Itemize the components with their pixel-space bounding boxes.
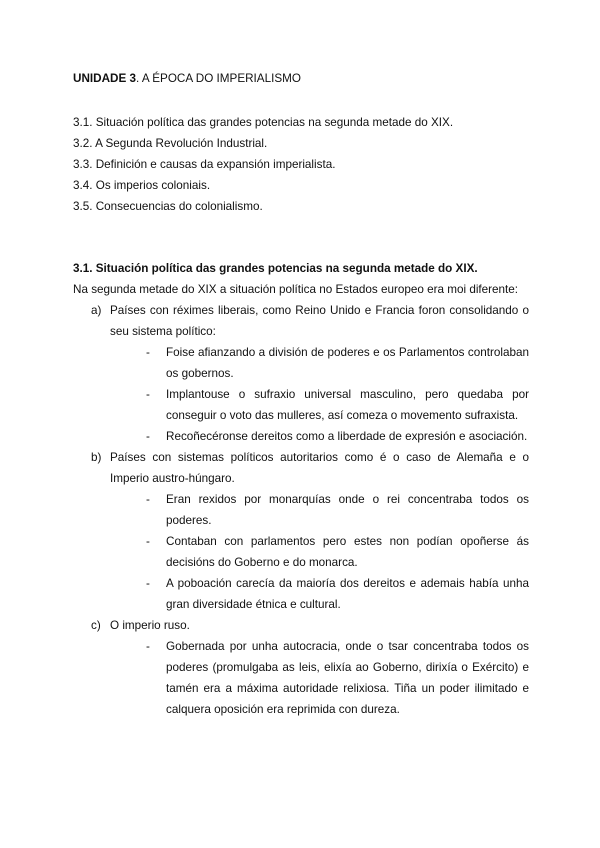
- section-heading: 3.1. Situación política das grandes potencias na segunda metade do XIX.: [73, 262, 478, 275]
- dash-marker: -: [146, 388, 150, 401]
- dash-marker: -: [146, 535, 150, 548]
- list-item: [146, 573, 529, 615]
- section-intro: Na segunda metade do XIX a situación política no Estados europeo era moi diferente:: [73, 283, 519, 296]
- unit-title: [73, 68, 301, 89]
- list-item: [146, 342, 529, 384]
- list-marker: c): [91, 619, 101, 632]
- table-of-contents: [73, 112, 453, 217]
- toc-item: 3.3. Definición e causas da expansión imperialista.: [73, 158, 336, 171]
- section-3-1: [73, 258, 529, 720]
- bullet-list: [110, 636, 529, 720]
- toc-item: 3.5. Consecuencias do colonialismo.: [73, 200, 263, 213]
- bullet-text: Recoñecéronse dereitos como a liberdade de expresión e asociación.: [166, 430, 528, 443]
- toc-item: 3.4. Os imperios coloniais.: [73, 179, 211, 192]
- bullet-text: Foise afianzando a división de poderes e os Parlamentos controlaban os gobernos.: [166, 346, 529, 380]
- bullet-text: Implantouse o sufraxio universal masculino, pero quedaba por conseguir o voto das mulleres, así comeza o movemento sufraxista.: [166, 388, 529, 422]
- category-text: Países con sistemas políticos autoritarios como é o caso de Alemaña e o Imperio austro-húngaro.: [110, 451, 529, 485]
- dash-marker: -: [146, 640, 150, 653]
- list-item: [146, 426, 529, 447]
- category-item-a: [73, 300, 529, 447]
- dash-marker: -: [146, 493, 150, 506]
- toc-item: 3.2. A Segunda Revolución Industrial.: [73, 137, 268, 150]
- category-item-b: [73, 447, 529, 615]
- dash-marker: -: [146, 430, 150, 443]
- list-item: [146, 384, 529, 426]
- list-marker: a): [91, 304, 102, 317]
- unit-label: UNIDADE 3: [73, 72, 136, 85]
- list-item: [146, 489, 529, 531]
- bullet-list: [110, 489, 529, 615]
- bullet-text: Contaban con parlamentos pero estes non podían opoñerse ás decisións do Goberno e do monarca.: [166, 535, 529, 569]
- bullet-text: Gobernada por unha autocracia, onde o tsar concentraba todos os poderes (promulgaba as leis, elixía ao Goberno, dirixía o Exército) e tamén era a máxima autoridade relixiosa. Tiña un poder ilimitado e calquera oposición era reprimida con dureza.: [166, 640, 529, 716]
- category-text: Países con réximes liberais, como Reino Unido e Francia foron consolidando o seu sistema político:: [110, 304, 529, 338]
- category-item-c: [73, 615, 529, 720]
- bullet-text: Eran rexidos por monarquías onde o rei concentraba todos os poderes.: [166, 493, 529, 527]
- list-item: [146, 531, 529, 573]
- category-list: [73, 300, 529, 720]
- list-marker: b): [91, 451, 102, 464]
- category-text: O imperio ruso.: [110, 619, 190, 632]
- dash-marker: -: [146, 346, 150, 359]
- list-item: [146, 636, 529, 720]
- bullet-text: A poboación carecía da maioría dos dereitos e ademais había unha gran diversidade étnica e cultural.: [166, 577, 529, 611]
- dash-marker: -: [146, 577, 150, 590]
- bullet-list: [110, 342, 529, 447]
- unit-title-text: . A ÉPOCA DO IMPERIALISMO: [136, 72, 301, 85]
- toc-item: 3.1. Situación política das grandes potencias na segunda metade do XIX.: [73, 116, 454, 129]
